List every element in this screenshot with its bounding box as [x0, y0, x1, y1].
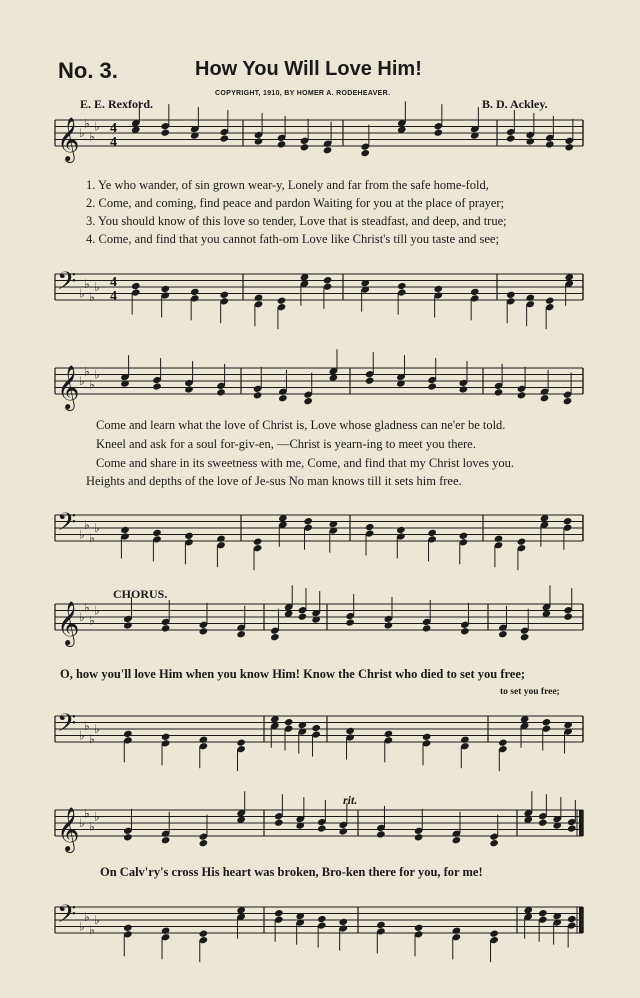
time-signature: 4	[110, 121, 117, 136]
flat-sign: ♭	[84, 276, 90, 291]
note-head	[422, 624, 432, 632]
chorus-echo: to set you free;	[500, 687, 560, 697]
note-head	[152, 382, 162, 390]
treble-clef: 𝄞	[57, 117, 80, 161]
note-head	[303, 397, 313, 405]
note-head	[131, 282, 141, 290]
flat-sign: ♭	[84, 600, 90, 615]
note-head	[540, 394, 550, 402]
flat-sign: ♭	[79, 728, 85, 743]
note-head	[219, 291, 229, 299]
note-head	[236, 630, 246, 638]
note-head	[161, 733, 171, 741]
flat-sign: ♭	[94, 521, 100, 535]
verse-3-line-1: 3. You should know of this love so tender, Love that is steadfast, and deep, and true;	[86, 214, 507, 228]
flat-sign: ♭	[89, 377, 95, 392]
note-head	[459, 385, 469, 393]
note-head	[300, 143, 310, 151]
flat-sign: ♭	[89, 530, 95, 545]
note-head	[274, 909, 284, 917]
note-head	[470, 288, 480, 296]
note-head	[545, 296, 555, 304]
note-head	[270, 633, 280, 641]
time-signature: 4	[110, 275, 117, 290]
note-head	[160, 128, 170, 136]
flat-sign: ♭	[94, 367, 100, 382]
flat-sign: ♭	[94, 280, 100, 294]
note-head	[345, 618, 355, 626]
note-head	[494, 388, 504, 396]
flat-sign: ♭	[94, 809, 100, 824]
note-head	[365, 376, 375, 384]
note-head	[517, 391, 527, 399]
flat-sign: ♭	[79, 919, 85, 934]
note-head	[317, 915, 327, 923]
note-head	[152, 529, 162, 537]
flat-sign: ♭	[79, 374, 85, 388]
flat-sign: ♭	[89, 129, 95, 144]
note-head	[563, 612, 573, 620]
flat-sign: ♭	[89, 289, 95, 304]
treble-clef: 𝄞	[57, 365, 80, 409]
flat-sign: ♭	[79, 527, 85, 542]
bass-clef: 𝄢	[57, 267, 77, 302]
flat-sign: ♭	[84, 364, 90, 379]
treble-clef: 𝄞	[57, 601, 80, 645]
flat-sign: ♭	[79, 286, 85, 301]
flat-sign: ♭	[84, 718, 90, 733]
note-head	[123, 621, 133, 629]
flat-sign: ♭	[84, 909, 90, 924]
note-head	[199, 736, 209, 744]
note-head	[216, 388, 226, 396]
hymn-number: No. 3.	[58, 58, 118, 83]
note-head	[277, 296, 287, 304]
composer: B. D. Ackley.	[482, 97, 548, 111]
note-head	[338, 918, 348, 926]
note-head	[253, 537, 263, 545]
note-head	[567, 824, 577, 832]
note-head	[199, 929, 209, 937]
note-head	[120, 526, 130, 534]
note-head	[161, 836, 171, 844]
note-head	[414, 924, 424, 932]
note-head	[498, 738, 508, 746]
note-head	[433, 285, 443, 293]
note-head	[414, 833, 424, 841]
verse-4-line-1: 4. Come, and find that you cannot fath-om Love like Christ's till you taste and see;	[86, 232, 499, 246]
time-signature: 4	[110, 289, 117, 304]
verse-4-line-2: Heights and depths of the love of Je-sus No man knows till it sets him free.	[86, 474, 462, 488]
note-head	[184, 532, 194, 540]
flat-sign: ♭	[94, 913, 100, 927]
note-head	[161, 624, 171, 632]
flat-sign: ♭	[84, 517, 90, 532]
note-head	[253, 391, 263, 399]
chorus-line-1: O, how you'll love Him when you know Him! Know the Christ who died to set you free;	[60, 667, 526, 681]
note-head	[498, 630, 508, 638]
note-head	[427, 382, 437, 390]
note-head	[311, 724, 321, 732]
note-head	[520, 633, 530, 641]
note-head	[199, 627, 209, 635]
flat-sign: ♭	[84, 116, 90, 131]
note-head	[254, 294, 264, 302]
note-head	[190, 288, 200, 296]
note-head	[422, 733, 432, 741]
flat-sign: ♭	[94, 603, 100, 618]
note-head	[397, 282, 407, 290]
note-head	[545, 140, 555, 148]
note-head	[376, 830, 386, 838]
verse-2-line-1: 2. Come, and coming, find peace and pardon Waiting for you at the place of prayer;	[86, 196, 505, 210]
note-head	[384, 621, 394, 629]
verse-1-line-1: 1. Ye who wander, of sin grown wear-y, Lonely and far from the safe home-fold,	[86, 178, 489, 192]
note-head	[538, 909, 548, 917]
verse-3-line-2: Come and share in its sweetness with me, Come, and find that my Christ loves you.	[96, 456, 514, 470]
note-head	[298, 612, 308, 620]
note-head	[564, 143, 574, 151]
ritardando-mark: rit.	[343, 793, 358, 807]
note-head	[542, 718, 552, 726]
flat-sign: ♭	[89, 731, 95, 746]
chorus-line-2: On Calv'ry's cross His heart was broken, Bro-ken there for you, for me!	[100, 865, 483, 879]
note-head	[563, 517, 573, 525]
note-head	[216, 535, 226, 543]
note-head	[274, 818, 284, 826]
note-head	[284, 718, 294, 726]
note-head	[160, 285, 170, 293]
note-head	[452, 927, 462, 935]
bass-clef: 𝄢	[57, 709, 77, 744]
note-head	[460, 627, 470, 635]
note-head	[345, 727, 355, 735]
note-head	[277, 140, 287, 148]
verse-1-line-2: Come and learn what the love of Christ is, Love whose gladness can ne'er be told.	[96, 418, 506, 432]
flat-sign: ♭	[79, 610, 85, 624]
note-head	[123, 833, 133, 841]
note-head	[506, 291, 516, 299]
time-signature: 4	[110, 135, 117, 150]
flat-sign: ♭	[79, 126, 85, 140]
bass-clef: 𝄢	[57, 508, 77, 543]
note-head	[494, 535, 504, 543]
note-head	[396, 526, 406, 534]
note-head	[517, 537, 527, 545]
note-head	[525, 137, 535, 145]
hymn-title: How You Will Love Him!	[195, 58, 422, 80]
flat-sign: ♭	[84, 806, 90, 821]
note-head	[236, 738, 246, 746]
lyricist: E. E. Rexford.	[80, 97, 153, 111]
treble-clef: 𝄞	[57, 807, 80, 851]
note-head	[219, 134, 229, 142]
note-head	[123, 924, 133, 932]
flat-sign: ♭	[94, 119, 100, 134]
note-head	[427, 529, 437, 537]
note-head	[376, 921, 386, 929]
note-head	[278, 394, 288, 402]
note-head	[538, 818, 548, 826]
note-head	[123, 730, 133, 738]
note-head	[459, 532, 469, 540]
note-head	[460, 736, 470, 744]
copyright-line: COPYRIGHT, 1910, BY HOMER A. RODEHEAVER.	[215, 90, 391, 97]
note-head	[161, 927, 171, 935]
note-head	[360, 149, 370, 157]
note-head	[384, 730, 394, 738]
final-barline	[579, 907, 583, 933]
note-head	[563, 397, 573, 405]
note-head	[489, 839, 499, 847]
note-head	[338, 827, 348, 835]
note-head	[452, 836, 462, 844]
note-head	[303, 517, 313, 525]
flat-sign: ♭	[89, 922, 95, 937]
flat-sign: ♭	[89, 613, 95, 628]
note-head	[567, 915, 577, 923]
note-head	[365, 523, 375, 531]
flat-sign: ♭	[79, 816, 85, 830]
note-head	[506, 134, 516, 142]
note-head	[323, 276, 333, 284]
note-head	[433, 128, 443, 136]
verse-2-line-2: Kneel and ask for a soul for-giv-en, —Christ is yearn-ing to meet you there.	[96, 437, 476, 451]
note-head	[199, 839, 209, 847]
note-head	[184, 385, 194, 393]
flat-sign: ♭	[89, 819, 95, 834]
note-head	[323, 146, 333, 154]
chorus-label: CHORUS.	[113, 587, 168, 601]
note-head	[489, 929, 499, 937]
note-head	[317, 824, 327, 832]
bass-clef: 𝄢	[57, 900, 77, 935]
flat-sign: ♭	[94, 722, 100, 736]
note-head	[254, 137, 264, 145]
final-barline	[579, 810, 583, 836]
note-head	[525, 294, 535, 302]
